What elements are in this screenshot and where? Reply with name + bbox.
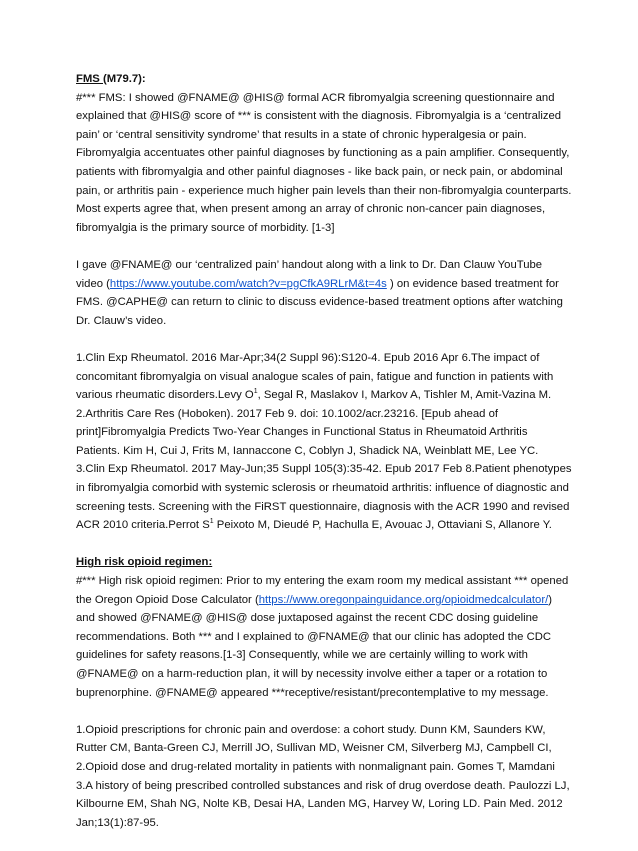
document-page [76,70,572,851]
fms-heading [76,70,572,89]
opioid-heading-text: High risk opioid regimen: [76,556,213,569]
opioid-section [76,553,572,832]
fms-intro-paragraph: #*** FMS: I showed @FNAME@ @HIS@ formal ACR fibromyalgia screening questionnaire and explained that @HIS@ score of *** is consistent with the diagnosis. Fibromyalgia is a ‘centralized pain’ or ‘central sensitivity syndrome’ that results in a state of chronic hyperalgesia or pain. Fibromyalgia accentuates other painful diagnoses by functioning as a pain amplifier. Consequently, patients with fibromyalgia and other painful diagnoses - like back pain, or neck pain, or abdominal pain, or arthritis pain - experience much higher pain levels than their non-fibromyalgia counterparts. Most experts agree that, when present among an array of chronic non-cancer pain diagnoses, fibromyalgia is the primary source of morbidity. [1-3] [76,91,572,234]
fms-handout-text: I gave @FNAME@ our ‘centralized pain’ handout along with a link to Dr. Dan Clauw YouTube video ( [76,258,543,290]
opioid-heading [76,553,572,572]
youtube-link[interactable]: https://www.youtube.com/watch?v=pgCfkA9RLrM&t=4s [109,277,387,290]
fms-reference-text-end: Peixoto M, Dieudé P, Hachulla E, Avouac J, Ottaviani S, Allanore Y. [213,519,552,532]
fms-reference-text: 3.Clin Exp Rheumatol. 2017 May-Jun;35 Suppl 105(3):35-42. Epub 2017 Feb 8.Patient phenotypes in fibromyalgia comorbid with systemic sclerosis or rheumatoid arthritis: influence of diagnostic and screening tests. Screening with the FiRST questionnaire, diagnosis with the ACR 1990 and revised ACR 2010 criteria.Perrot S [76,463,572,532]
fms-reference-item [76,460,572,534]
superscript: 1 [209,518,214,526]
fms-reference-text: 1.Clin Exp Rheumatol. 2016 Mar-Apr;34(2 Suppl 96):S120-4. Epub 2016 Apr 6.The impact of concomitant fibromyalgia on visual analogue scales of pain, fatigue and function in patients with various rheumatic disorders.Levy O [76,351,554,402]
opioid-reference-item: 3.A history of being prescribed controlled substances and risk of drug overdose death. Paulozzi LJ, Kilbourne EM, Shah NG, Nolte KB, Desai HA, Landen MG, Harvey W, Loring LD. Pain Med. 2012 Jan;13(1):87-95. [76,779,570,829]
fms-handout-paragraph [76,256,572,330]
fms-section [76,70,572,535]
opioid-body-text: #*** High risk opioid regimen: Prior to my entering the exam room my medical assistant *** opened the Oregon Opioid Dose Calculator ( [76,575,569,606]
fms-handout-text-end: ) on evidence based treatment for FMS. @CAPHE@ can return to clinic to discuss evidence-based treatment options after watching Dr. Clauw’s video. [76,277,563,327]
opioid-reference-item: 1.Opioid prescriptions for chronic pain and overdose: a cohort study. Dunn KM, Saunders KW, Rutter CM, Banta-Green CJ, Merrill JO, Sullivan MD, Weisner CM, Silverberg MJ, Campbell CI, [76,723,552,755]
fms-heading-code-suffix: (M79.7): [103,73,146,85]
fms-reference-item [76,349,572,405]
opioid-body-text-end: ) and showed @FNAME@ @HIS@ dose juxtaposed against the recent CDC dosing guideline recommendations. Both *** and I explained to @FNAME@ that our clinic has adopted the CDC guidelines for safety reasons.[1-3] Consequently, while we are certainly willing to work with @FNAME@ on a harm-reduction plan, it will by necessity involve either a taper or a rotation to buprenorphine. @FNAME@ appeared ***receptive/resistant/precontemplative to my message. [76,593,553,699]
opioid-reference-item: 2.Opioid dose and drug-related mortality in patients with nonmalignant pain. Gomes T, Mamdani [76,760,555,773]
opioid-references [76,721,572,833]
fms-reference-text-end: , Segal R, Maslakov I, Markov A, Tishler M, Amit-Vazina M. [257,389,552,402]
opioid-body-paragraph [76,572,572,702]
superscript: 1 [253,388,258,396]
fms-reference-item: 2.Arthritis Care Res (Hoboken). 2017 Feb 9. doi: 10.1002/acr.23216. [Epub ahead of print]Fibromyalgia Predicts Two-Year Changes in Functional Status in Rheumatoid Arthritis Patients. Kim H, Cui J, Frits M, Iannaccone C, Coblyn J, Shadick NA, Weinblatt ME, Lee YC. [76,407,539,457]
fms-heading-code: FMS [76,73,103,85]
opioid-calculator-link[interactable]: https://www.oregonpainguidance.org/opioidmedcalculator/ [258,593,549,606]
fms-references [76,349,572,535]
